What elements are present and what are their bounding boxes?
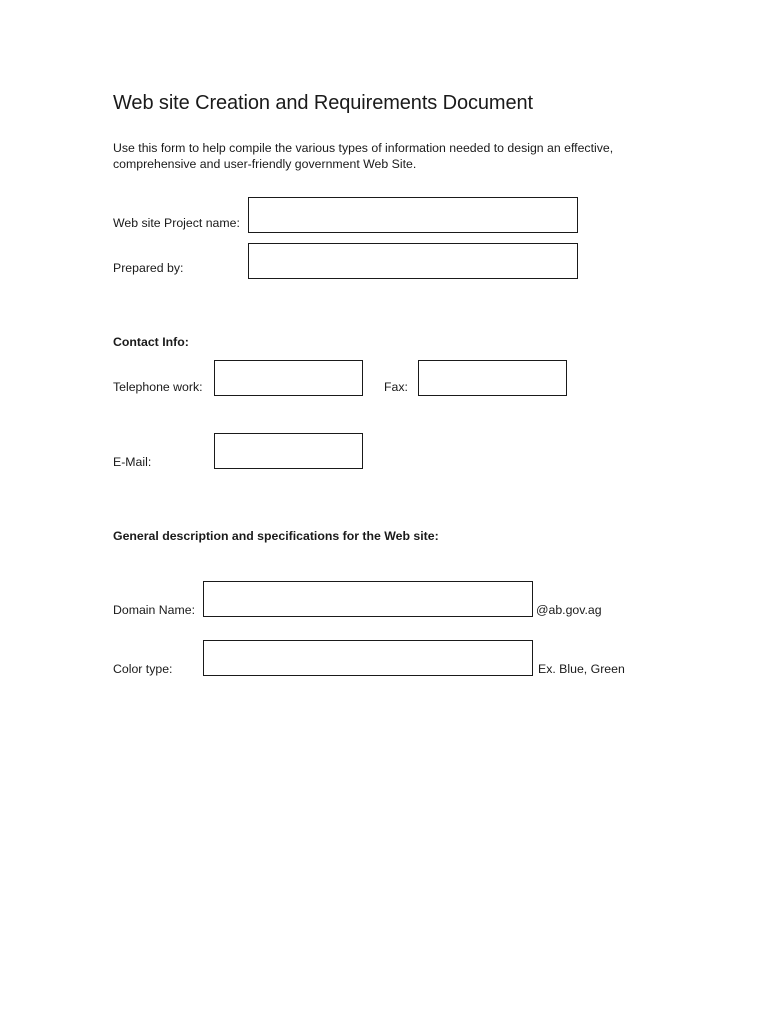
project-name-input[interactable] xyxy=(248,197,578,233)
email-input[interactable] xyxy=(214,433,363,469)
telephone-work-input[interactable] xyxy=(214,360,363,396)
color-type-hint: Ex. Blue, Green xyxy=(538,662,625,676)
domain-name-input[interactable] xyxy=(203,581,533,617)
telephone-work-label: Telephone work: xyxy=(113,380,203,394)
email-label: E-Mail: xyxy=(113,455,152,469)
contact-info-heading: Contact Info: xyxy=(113,335,189,349)
document-title: Web site Creation and Requirements Document xyxy=(113,92,533,114)
prepared-by-label: Prepared by: xyxy=(113,261,184,275)
prepared-by-input[interactable] xyxy=(248,243,578,279)
fax-label: Fax: xyxy=(384,380,408,394)
color-type-input[interactable] xyxy=(203,640,533,676)
fax-input[interactable] xyxy=(418,360,567,396)
domain-suffix: @ab.gov.ag xyxy=(536,603,602,617)
color-type-label: Color type: xyxy=(113,662,173,676)
intro-text: Use this form to help compile the various types of information needed to design an effective, comprehensive and user-friendly government Web Site. xyxy=(113,141,614,171)
general-description-heading: General description and specifications for the Web site: xyxy=(113,529,439,543)
domain-name-label: Domain Name: xyxy=(113,603,196,617)
project-name-label: Web site Project name: xyxy=(113,216,240,230)
